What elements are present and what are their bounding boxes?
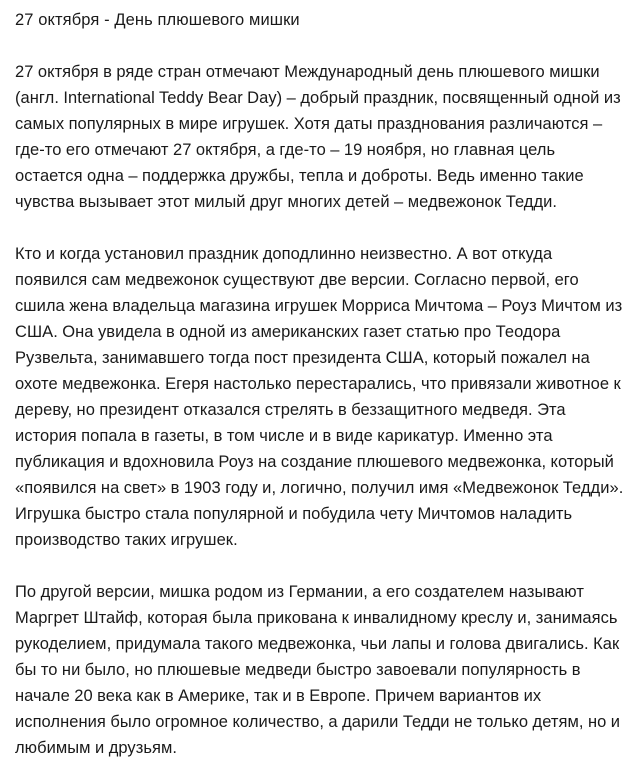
article-body — [15, 59, 626, 761]
paragraph-2: Кто и когда установил праздник доподлинно неизвестно. А вот откуда появился сам медвежонок существуют две версии. Согласно первой, его сшила жена владельца магазина игрушек Морриса Мичтома – Роуз Мичтом из США. Она увидела в одной из американских газет статью про Теодора Рузвельта, занимавшего тогда пост президента США, который пожалел на охоте медвежонка. Егеря настолько перестарались, что привязали животное к дереву, но президент отказался стрелять в беззащитного медведя. Эта история попала в газеты, в том числе и в виде карикатур. Именно эта публикация и вдохновила Роуз на создание плюшевого медвежонка, который «появился на свет» в 1903 году и, логично, получил имя «Медвежонок Тедди». Игрушка быстро стала популярной и побудила чету Мичтомов наладить производство таких игрушек. — [15, 245, 624, 549]
page-title: 27 октября - День плюшевого мишки — [15, 11, 300, 29]
paragraph-3: По другой версии, мишка родом из Германии, а его создателем называют Маргрет Штайф, которая была прикована к инвалидному креслу и, занимаясь рукоделием, придумала такого медвежонка, чьи лапы и голова двигались. Как бы то ни было, но плюшевые медведи быстро завоевали популярность в начале 20 века как в Америке, так и в Европе. Причем вариантов их исполнения было огромное количество, а дарили Тедди не только детям, но и любимым и друзьям. — [15, 583, 621, 757]
paragraph-1: 27 октября в ряде стран отмечают Международный день плюшевого мишки (англ. International Teddy Bear Day) – добрый праздник, посвященный одной из самых популярных в мире игрушек. Хотя даты празднования различаются – где-то его отмечают 27 октября, а где-то – 19 ноября, но главная цель остается одна – поддержка дружбы, тепла и доброты. Ведь именно такие чувства вызывает этот милый друг многих детей – медвежонок Тедди. — [15, 63, 621, 211]
